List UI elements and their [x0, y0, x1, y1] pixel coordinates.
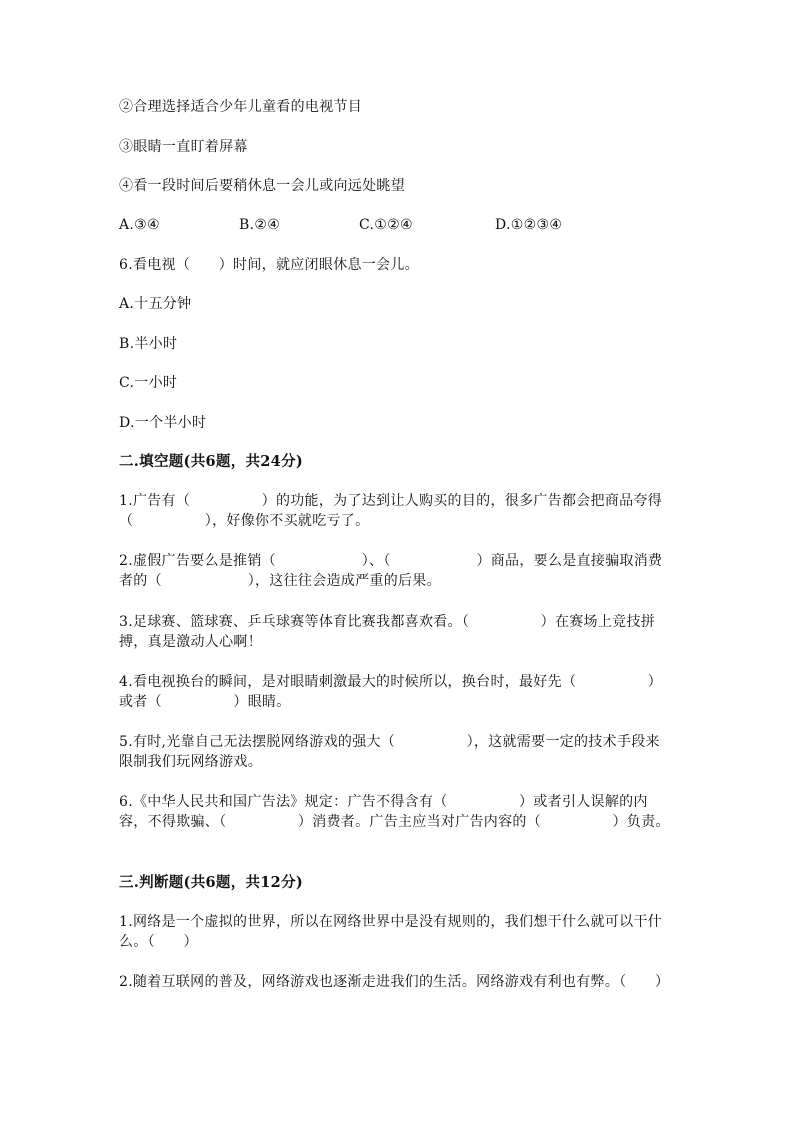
q6-option-b: B.半小时 [119, 336, 178, 352]
fill-question-5: 5.有时,光靠自己无法摆脱网络游戏的强大（ ），这就需要一定的技术手段来限制我们玩网络游戏。 [119, 734, 660, 770]
q5-item-2: ②合理选择适合少年儿童看的电视节目 [119, 99, 363, 115]
q6-option-a: A.十五分钟 [119, 296, 192, 312]
judge-question-2: 2.随着互联网的普及，网络游戏也逐渐走进我们的生活。网络游戏有利也有弊。（ ） [119, 974, 670, 990]
q5-item-3: ③眼睛一直盯着屏幕 [119, 139, 248, 155]
fill-question-2: 2.虚假广告要么是推销（ ）、（ ）商品，要么是直接骗取消费者的（ ），这往往会造成严重的后果。 [119, 553, 663, 589]
q5-option-a: A.③④ [119, 217, 160, 233]
q5-item-4: ④看一段时间后要稍休息一会儿或向远处眺望 [119, 178, 405, 194]
q6-option-d: D.一个半小时 [119, 415, 207, 431]
fill-question-3: 3.足球赛、篮球赛、乒乓球赛等体育比赛我都喜欢看。（ ）在赛场上竞技拼搏，真是激动人心啊！ [119, 614, 656, 650]
q6-stem: 6.看电视（ ）时间，就应闭眼休息一会儿。 [119, 257, 419, 273]
judge-question-1: 1.网络是一个虚拟的世界，所以在网络世界中是没有规则的，我们想干什么就可以干什么。（ ） [119, 914, 663, 950]
q5-option-d: D.①②③④ [495, 217, 563, 233]
fill-question-4: 4.看电视换台的瞬间，是对眼睛刺激最大的时候所以，换台时，最好先（ ）或者（ ）眼睛。 [119, 674, 663, 710]
q5-option-c: C.①②④ [359, 217, 413, 233]
fill-question-1: 1.广告有（ ）的功能，为了达到让人购买的目的，很多广告都会把商品夸得（ ），好像你不买就吃亏了。 [119, 493, 663, 529]
section3-title: 三.判断题(共6题，共12分) [119, 874, 304, 891]
q6-option-c: C.一小时 [119, 375, 178, 391]
fill-question-6: 6.《中华人民共和国广告法》规定：广告不得含有（ ）或者引人误解的内容，不得欺骗、（ ）消费者。广告主应当对广告内容的（ ）负责。 [119, 794, 670, 830]
q5-option-b: B.②④ [239, 217, 281, 233]
q5-options-row [119, 215, 674, 235]
section2-title: 二.填空题(共6题，共24分) [119, 453, 304, 470]
